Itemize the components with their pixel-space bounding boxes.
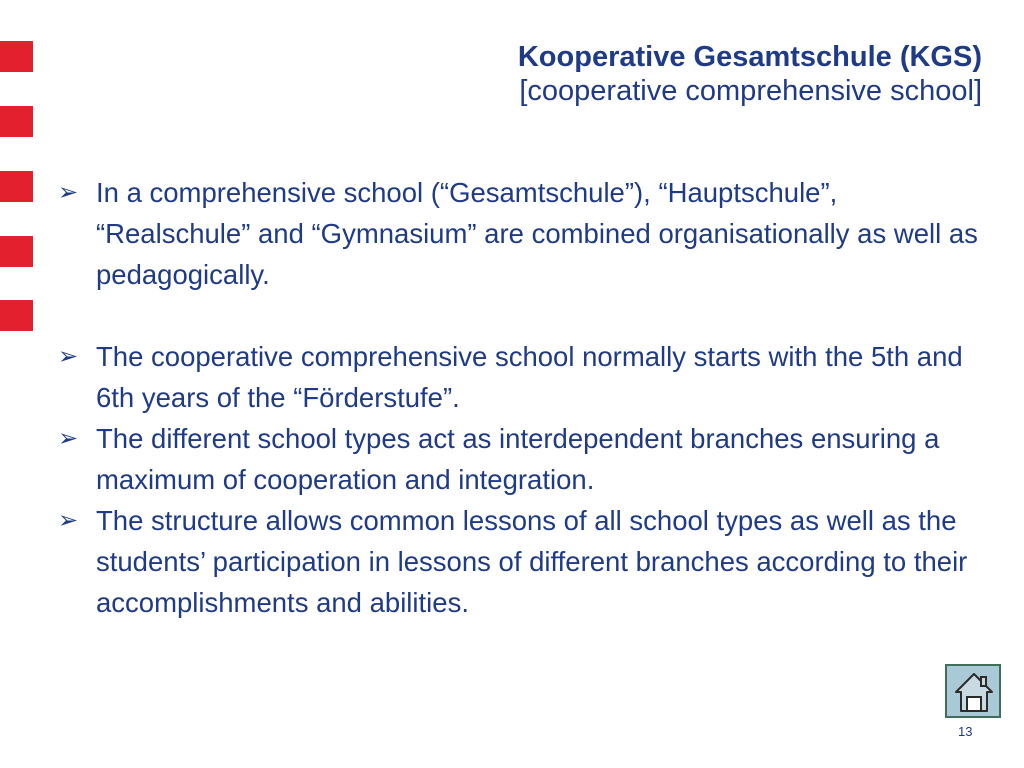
decor-red-block bbox=[0, 171, 33, 202]
bullet-text: The cooperative comprehensive school normally starts with the 5th and 6th years of the “Förderstufe”. bbox=[96, 341, 963, 413]
bullet-item bbox=[58, 500, 988, 623]
home-icon bbox=[954, 671, 994, 713]
arrow-bullet-icon: ➢ bbox=[58, 343, 79, 370]
bullet-text: In a comprehensive school (“Gesamtschule”), “Hauptschule”, “Realschule” and “Gymnasium” are combined organisationally as well as pedagogically. bbox=[96, 177, 978, 290]
page-number: 13 bbox=[958, 724, 973, 739]
bullet-spacer bbox=[58, 295, 988, 336]
decor-red-block bbox=[0, 236, 33, 267]
home-button[interactable] bbox=[945, 664, 1001, 718]
arrow-bullet-icon: ➢ bbox=[58, 507, 79, 534]
slide-title-block bbox=[518, 40, 982, 108]
decor-red-block bbox=[0, 41, 33, 72]
bullet-text: The different school types act as interdependent branches ensuring a maximum of cooperation and integration. bbox=[96, 423, 940, 495]
decor-red-block bbox=[0, 106, 33, 137]
arrow-bullet-icon: ➢ bbox=[58, 425, 79, 452]
arrow-bullet-icon: ➢ bbox=[58, 179, 79, 206]
bullet-item bbox=[58, 336, 988, 418]
slide-subtitle: [cooperative comprehensive school] bbox=[519, 75, 982, 107]
bullet-list bbox=[58, 172, 988, 623]
bullet-item bbox=[58, 418, 988, 500]
slide-title: Kooperative Gesamtschule (KGS) bbox=[517, 41, 982, 73]
bullet-text: The structure allows common lessons of all school types as well as the students’ participation in lessons of different branches according to their accomplishments and abilities. bbox=[96, 505, 968, 618]
bullet-item bbox=[58, 172, 988, 295]
decor-red-block bbox=[0, 300, 33, 331]
